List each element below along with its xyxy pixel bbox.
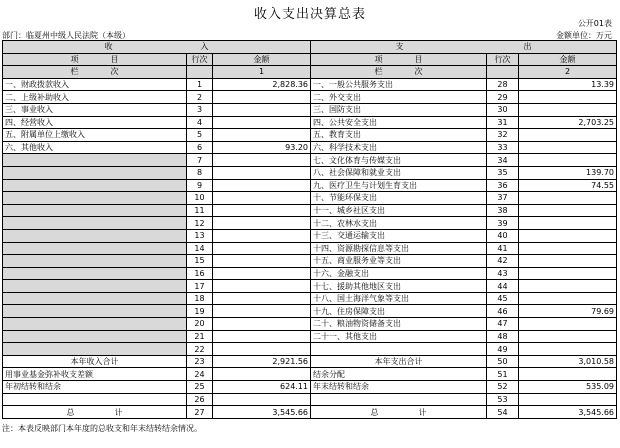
expense-row-no-cell: 29: [487, 91, 519, 104]
income-amount-header: 金额: [213, 53, 311, 66]
income-item-cell: [3, 318, 187, 331]
income-amount-cell: [213, 103, 311, 116]
income-item-cell: [3, 280, 187, 293]
table-row: [3, 292, 617, 305]
expense-amount-cell: 79.69: [519, 305, 617, 318]
table-row: [3, 343, 617, 356]
income-item-cell: [3, 179, 187, 192]
income-amount-cell: [213, 280, 311, 293]
income-item-cell: 五、附属单位上缴收入: [3, 129, 187, 142]
table-row: [3, 204, 617, 217]
income-item-cell: 本年收入合计: [3, 355, 187, 368]
table-row: [3, 318, 617, 331]
income-item-cell: [3, 192, 187, 205]
income-amount-cell: [213, 154, 311, 167]
expense-column-label: 栏 次: [311, 66, 487, 79]
expense-amount-cell: [519, 292, 617, 305]
expense-amount-cell: [519, 204, 617, 217]
income-item-cell: [3, 229, 187, 242]
expense-row-no-cell: 48: [487, 330, 519, 343]
expense-row-no-cell: 33: [487, 141, 519, 154]
income-amount-cell: [213, 91, 311, 104]
expense-amount-cell: [519, 217, 617, 230]
expense-item-cell: 十二、农林水支出: [311, 217, 487, 230]
income-item-cell: [3, 393, 187, 406]
income-amount-cell: 2,828.36: [213, 78, 311, 91]
income-column-blank: [187, 66, 213, 79]
income-row-no-cell: 27: [187, 406, 213, 419]
expense-row-no-cell: 45: [487, 292, 519, 305]
income-amount-cell: [213, 292, 311, 305]
expense-row-no-cell: 54: [487, 406, 519, 419]
income-item-cell: [3, 292, 187, 305]
table-row: [3, 179, 617, 192]
expense-item-cell: 二、外交支出: [311, 91, 487, 104]
expense-item-cell: 八、社会保障和就业支出: [311, 166, 487, 179]
form-number: 公开01表: [577, 19, 612, 28]
expense-amount-cell: 3,545.66: [519, 406, 617, 419]
income-item-cell: [3, 255, 187, 268]
income-item-cell: [3, 343, 187, 356]
expense-amount-cell: [519, 129, 617, 142]
expense-item-cell: 十六、金融支出: [311, 267, 487, 280]
expense-row-no-header: 行次: [487, 53, 519, 66]
income-amount-cell: [213, 229, 311, 242]
expense-row-no-cell: 43: [487, 267, 519, 280]
expense-item-cell: 六、科学技术支出: [311, 141, 487, 154]
income-row-no-cell: 14: [187, 242, 213, 255]
income-row-no-cell: 23: [187, 355, 213, 368]
income-row-no-cell: 25: [187, 381, 213, 394]
income-row-no-cell: 15: [187, 255, 213, 268]
income-row-no-cell: 1: [187, 78, 213, 91]
income-row-no-cell: 13: [187, 229, 213, 242]
expense-item-cell: 十九、住房保障支出: [311, 305, 487, 318]
expense-row-no-cell: 36: [487, 179, 519, 192]
column-header-row: [3, 53, 617, 66]
expense-item-cell: [311, 393, 487, 406]
expense-item-cell: 一、一般公共服务支出: [311, 78, 487, 91]
expense-row-no-cell: 52: [487, 381, 519, 394]
income-amount-cell: [213, 217, 311, 230]
income-item-cell: [3, 166, 187, 179]
expense-item-cell: 十一、城乡社区支出: [311, 204, 487, 217]
income-row-no-cell: 22: [187, 343, 213, 356]
income-item-cell: [3, 305, 187, 318]
expense-item-cell: 十八、国土海洋气象等支出: [311, 292, 487, 305]
report-title: 收入支出决算总表: [253, 7, 366, 22]
income-row-no-cell: 4: [187, 116, 213, 129]
table-row: [3, 166, 617, 179]
income-item-cell: 四、经营收入: [3, 116, 187, 129]
table-row: [3, 78, 617, 91]
expense-amount-cell: [519, 229, 617, 242]
income-row-no-cell: 18: [187, 292, 213, 305]
expense-item-cell: 总 计: [311, 406, 487, 419]
expense-amount-cell: 535.09: [519, 381, 617, 394]
expense-row-no-cell: 39: [487, 217, 519, 230]
income-row-no-cell: 20: [187, 318, 213, 331]
expense-row-no-cell: 40: [487, 229, 519, 242]
income-section-header: 收 入: [3, 41, 311, 54]
department-label: 部门：临夏州中级人民法院（本级）: [2, 31, 130, 40]
expense-amount-cell: 13.39: [519, 78, 617, 91]
income-item-cell: [3, 154, 187, 167]
income-item-cell: 用事业基金弥补收支差额: [3, 368, 187, 381]
expense-amount-cell: [519, 330, 617, 343]
income-amount-cell: 2,921.56: [213, 355, 311, 368]
expense-amount-cell: [519, 141, 617, 154]
expense-row-no-cell: 32: [487, 129, 519, 142]
income-item-cell: [3, 242, 187, 255]
expense-row-no-cell: 35: [487, 166, 519, 179]
income-column-label: 栏 次: [3, 66, 187, 79]
expense-item-cell: 五、教育支出: [311, 129, 487, 142]
expense-amount-cell: [519, 192, 617, 205]
income-row-no-cell: 9: [187, 179, 213, 192]
income-amount-cell: 624.11: [213, 381, 311, 394]
expense-item-cell: 二十一、其他支出: [311, 330, 487, 343]
expense-amount-cell: [519, 242, 617, 255]
table-row: [3, 355, 617, 368]
table-row: [3, 381, 617, 394]
expense-amount-cell: [519, 393, 617, 406]
expense-row-no-cell: 49: [487, 343, 519, 356]
expense-item-cell: 十三、交通运输支出: [311, 229, 487, 242]
income-amount-cell: [213, 116, 311, 129]
income-row-no-cell: 19: [187, 305, 213, 318]
income-amount-cell: [213, 166, 311, 179]
expense-row-no-cell: 47: [487, 318, 519, 331]
table-row: [3, 129, 617, 142]
expense-item-cell: 结余分配: [311, 368, 487, 381]
column-number-row: [3, 66, 617, 79]
income-amount-cell: [213, 368, 311, 381]
income-item-cell: [3, 267, 187, 280]
expense-item-cell: 九、医疗卫生与计划生育支出: [311, 179, 487, 192]
expense-item-cell: [311, 343, 487, 356]
income-amount-cell: [213, 393, 311, 406]
expense-item-cell: 四、公共安全支出: [311, 116, 487, 129]
expense-item-cell: 七、文化体育与传媒支出: [311, 154, 487, 167]
expense-row-no-cell: 44: [487, 280, 519, 293]
income-row-no-cell: 11: [187, 204, 213, 217]
income-amount-cell: [213, 192, 311, 205]
expense-item-cell: 年末结转和结余: [311, 381, 487, 394]
expense-amount-cell: [519, 368, 617, 381]
expense-column-blank: [487, 66, 519, 79]
expense-row-no-cell: 50: [487, 355, 519, 368]
income-column-number: 1: [213, 66, 311, 79]
income-amount-cell: [213, 179, 311, 192]
income-item-cell: [3, 330, 187, 343]
income-amount-cell: 93.20: [213, 141, 311, 154]
table-row: [3, 267, 617, 280]
table-row: [3, 255, 617, 268]
expense-item-cell: 二十、粮油物资储备支出: [311, 318, 487, 331]
expense-row-no-cell: 42: [487, 255, 519, 268]
expense-row-no-cell: 51: [487, 368, 519, 381]
expense-amount-cell: 139.70: [519, 166, 617, 179]
income-row-no-cell: 7: [187, 154, 213, 167]
table-body: [3, 78, 617, 418]
expense-amount-cell: [519, 255, 617, 268]
table-row: [3, 406, 617, 419]
expense-row-no-cell: 46: [487, 305, 519, 318]
table-row: [3, 217, 617, 230]
income-item-cell: 年初结转和结余: [3, 381, 187, 394]
table-row: [3, 280, 617, 293]
income-expense-table: [2, 40, 617, 419]
expense-row-no-cell: 53: [487, 393, 519, 406]
expense-amount-cell: 74.55: [519, 179, 617, 192]
expense-amount-cell: 2,703.25: [519, 116, 617, 129]
expense-item-cell: 十七、援助其他地区支出: [311, 280, 487, 293]
expense-row-no-cell: 41: [487, 242, 519, 255]
income-amount-cell: 3,545.66: [213, 406, 311, 419]
expense-item-cell: 十五、商业服务业等支出: [311, 255, 487, 268]
income-amount-cell: [213, 330, 311, 343]
table-row: [3, 393, 617, 406]
income-amount-cell: [213, 343, 311, 356]
income-amount-cell: [213, 242, 311, 255]
expense-amount-cell: [519, 280, 617, 293]
expense-amount-cell: [519, 343, 617, 356]
income-amount-cell: [213, 129, 311, 142]
expense-row-no-cell: 34: [487, 154, 519, 167]
expense-item-header: 项 目: [311, 53, 487, 66]
expense-amount-cell: [519, 318, 617, 331]
expense-amount-cell: [519, 103, 617, 116]
income-amount-cell: [213, 267, 311, 280]
expense-amount-header: 金额: [519, 53, 617, 66]
table-row: [3, 330, 617, 343]
income-item-cell: 六、其他收入: [3, 141, 187, 154]
unit-label: 金额单位：万元: [556, 31, 612, 40]
expense-row-no-cell: 31: [487, 116, 519, 129]
expense-column-number: 2: [519, 66, 617, 79]
income-row-no-cell: 2: [187, 91, 213, 104]
expense-row-no-cell: 37: [487, 192, 519, 205]
expense-amount-cell: [519, 154, 617, 167]
table-row: [3, 141, 617, 154]
income-row-no-cell: 17: [187, 280, 213, 293]
table-row: [3, 91, 617, 104]
income-row-no-cell: 16: [187, 267, 213, 280]
income-amount-cell: [213, 204, 311, 217]
income-row-no-cell: 3: [187, 103, 213, 116]
income-row-no-cell: 8: [187, 166, 213, 179]
table-row: [3, 305, 617, 318]
income-item-cell: 三、事业收入: [3, 103, 187, 116]
footnote: 注：本表反映部门本年度的总收支和年末结转结余情况。: [2, 424, 202, 433]
income-row-no-cell: 26: [187, 393, 213, 406]
income-item-cell: 一、财政拨款收入: [3, 78, 187, 91]
income-row-no-cell: 24: [187, 368, 213, 381]
income-amount-cell: [213, 318, 311, 331]
table-row: [3, 229, 617, 242]
income-row-no-cell: 12: [187, 217, 213, 230]
table-row: [3, 192, 617, 205]
income-row-no-header: 行次: [187, 53, 213, 66]
expense-item-cell: 十四、资源勘探信息等支出: [311, 242, 487, 255]
expense-row-no-cell: 30: [487, 103, 519, 116]
income-row-no-cell: 6: [187, 141, 213, 154]
income-item-header: 项 目: [3, 53, 187, 66]
income-row-no-cell: 5: [187, 129, 213, 142]
table-row: [3, 368, 617, 381]
expense-section-header: 支 出: [311, 41, 617, 54]
expense-item-cell: 本年支出合计: [311, 355, 487, 368]
table-row: [3, 242, 617, 255]
income-row-no-cell: 21: [187, 330, 213, 343]
income-item-cell: [3, 217, 187, 230]
expense-amount-cell: [519, 267, 617, 280]
table-row: [3, 116, 617, 129]
income-item-cell: 二、上级补助收入: [3, 91, 187, 104]
table-row: [3, 103, 617, 116]
income-amount-cell: [213, 305, 311, 318]
expense-item-cell: 三、国防支出: [311, 103, 487, 116]
expense-amount-cell: 3,010.58: [519, 355, 617, 368]
expense-row-no-cell: 38: [487, 204, 519, 217]
expense-row-no-cell: 28: [487, 78, 519, 91]
table-row: [3, 154, 617, 167]
expense-item-cell: 十、节能环保支出: [311, 192, 487, 205]
section-header-row: [3, 41, 617, 54]
income-item-cell: [3, 204, 187, 217]
income-row-no-cell: 10: [187, 192, 213, 205]
income-item-cell: 总 计: [3, 406, 187, 419]
income-amount-cell: [213, 255, 311, 268]
expense-amount-cell: [519, 91, 617, 104]
